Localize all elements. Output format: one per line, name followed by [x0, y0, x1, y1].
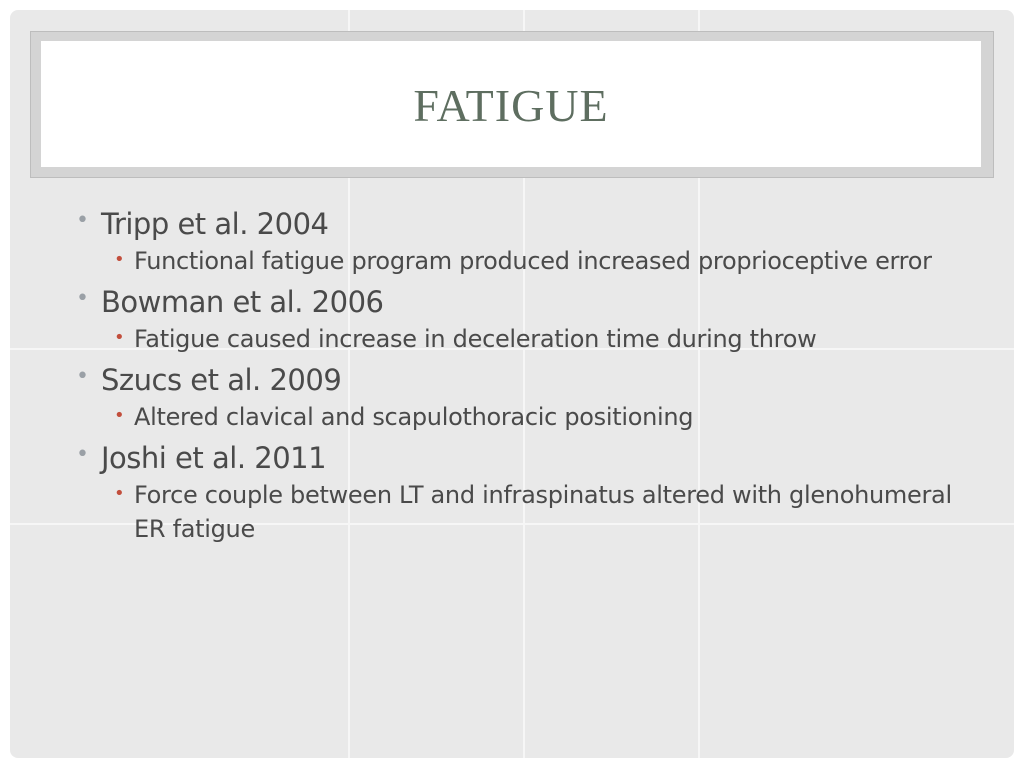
sub-list-item	[70, 400, 970, 434]
list-item	[70, 436, 970, 480]
sub-list-item	[70, 478, 970, 546]
bullet-icon: •	[114, 483, 125, 504]
list-item	[70, 280, 970, 324]
bullet-list	[70, 200, 970, 548]
sub-list-item-text: Altered clavical and scapulothoracic positioning	[134, 403, 694, 431]
sub-list-item-text: Functional fatigue program produced increased proprioceptive error	[134, 247, 932, 275]
list-item-text: Bowman et al. 2006	[101, 285, 384, 319]
bullet-icon: •	[114, 327, 125, 348]
bullet-icon: •	[114, 405, 125, 426]
bullet-icon: •	[114, 249, 125, 270]
list-item-text: Tripp et al. 2004	[101, 207, 329, 241]
sub-list-item-text: Fatigue caused increase in deceleration time during throw	[134, 325, 817, 353]
sub-list-item-text: Force couple between LT and infraspinatus altered with glenohumeral ER fatigue	[134, 481, 952, 543]
list-item	[70, 358, 970, 402]
bullet-icon: •	[76, 364, 89, 389]
bullet-icon: •	[76, 286, 89, 311]
title-box	[41, 41, 981, 167]
sub-list-item	[70, 322, 970, 356]
slide-title: FATIGUE	[413, 80, 609, 131]
sub-list-item	[70, 244, 970, 278]
list-item-text: Joshi et al. 2011	[101, 441, 327, 475]
list-item	[70, 202, 970, 246]
bullet-icon: •	[76, 442, 89, 467]
list-item-text: Szucs et al. 2009	[101, 363, 342, 397]
bullet-icon: •	[76, 208, 89, 233]
slide	[10, 10, 1014, 758]
